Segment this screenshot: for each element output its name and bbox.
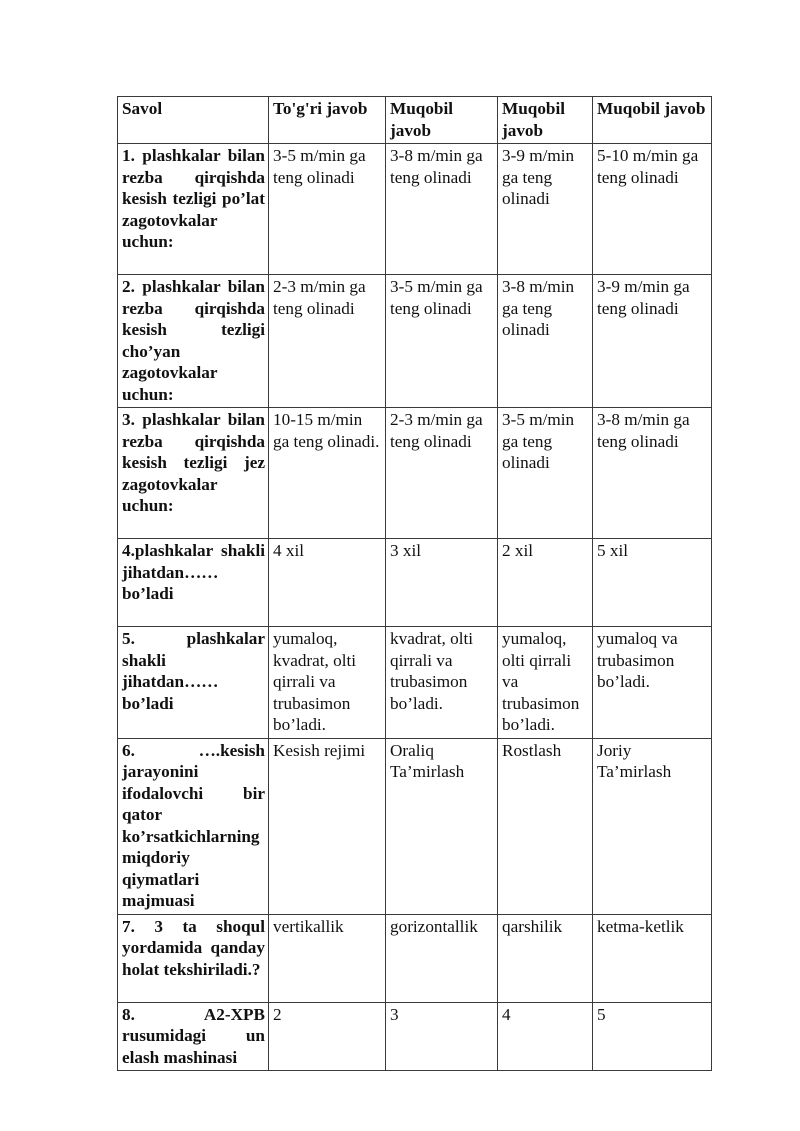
alternative-answer-cell: 3-8 m/min ga teng olinadi: [498, 275, 593, 408]
correct-answer-cell: Kesish rejimi: [269, 738, 386, 914]
question-cell: 5. plashkalar shakli jihatdan…… bo’ladi: [118, 627, 269, 739]
alternative-answer-cell: 3-8 m/min ga teng olinadi: [593, 408, 712, 539]
alternative-answer-cell: 5: [593, 1002, 712, 1071]
table-row: [118, 275, 712, 408]
alternative-answer-cell: Joriy Ta’mirlash: [593, 738, 712, 914]
alternative-answer-cell: kvadrat, olti qirrali va trubasimon bo’ladi.: [386, 627, 498, 739]
table-row: [118, 408, 712, 539]
correct-answer-cell: yumaloq, kvadrat, olti qirrali va trubasimon bo’ladi.: [269, 627, 386, 739]
alternative-answer-cell: yumaloq, olti qirrali va trubasimon bo’ladi.: [498, 627, 593, 739]
table-row: [118, 1002, 712, 1071]
correct-answer-cell: 4 xil: [269, 539, 386, 627]
correct-answer-cell: 2-3 m/min ga teng olinadi: [269, 275, 386, 408]
table-row: [118, 627, 712, 739]
alternative-answer-cell: qarshilik: [498, 914, 593, 1002]
correct-answer-cell: 3-5 m/min ga teng olinadi: [269, 144, 386, 275]
correct-answer-cell: 10-15 m/min ga teng olinadi.: [269, 408, 386, 539]
question-cell: 2. plashkalar bilan rezba qirqishda kesish tezligi cho’yan zagotovkalar uchun:: [118, 275, 269, 408]
table-row: [118, 144, 712, 275]
alternative-answer-cell: 5 xil: [593, 539, 712, 627]
alternative-answer-cell: 3-8 m/min ga teng olinadi: [386, 144, 498, 275]
question-cell: 7. 3 ta shoqul yordamida qanday holat tekshiriladi.?: [118, 914, 269, 1002]
question-cell: 4.plashkalar shakli jihatdan…… bo’ladi: [118, 539, 269, 627]
alternative-answer-cell: 2-3 m/min ga teng olinadi: [386, 408, 498, 539]
alternative-answer-cell: 3: [386, 1002, 498, 1071]
alternative-answer-cell: gorizontallik: [386, 914, 498, 1002]
header-question: Savol: [118, 97, 269, 144]
table-header-row: [118, 97, 712, 144]
header-alternative-answer: Muqobil javob: [593, 97, 712, 144]
alternative-answer-cell: 3-5 m/min ga teng olinadi: [498, 408, 593, 539]
alternative-answer-cell: Rostlash: [498, 738, 593, 914]
alternative-answer-cell: 2 xil: [498, 539, 593, 627]
quiz-table: [117, 96, 712, 1071]
question-cell: 8. A2-XPB rusumidagi un elash mashinasi: [118, 1002, 269, 1071]
alternative-answer-cell: ketma-ketlik: [593, 914, 712, 1002]
alternative-answer-cell: 3-9 m/min ga teng olinadi: [498, 144, 593, 275]
alternative-answer-cell: 3 xil: [386, 539, 498, 627]
alternative-answer-cell: 5-10 m/min ga teng olinadi: [593, 144, 712, 275]
alternative-answer-cell: 3-9 m/min ga teng olinadi: [593, 275, 712, 408]
alternative-answer-cell: 3-5 m/min ga teng olinadi: [386, 275, 498, 408]
table-row: [118, 914, 712, 1002]
question-cell: 3. plashkalar bilan rezba qirqishda kesish tezligi jez zagotovkalar uchun:: [118, 408, 269, 539]
alternative-answer-cell: 4: [498, 1002, 593, 1071]
table-row: [118, 539, 712, 627]
question-cell: 6. ….kesish jarayonini ifodalovchi bir qator ko’rsatkichlarning miqdoriy qiymatlari majmuasi: [118, 738, 269, 914]
correct-answer-cell: vertikallik: [269, 914, 386, 1002]
table-row: [118, 738, 712, 914]
alternative-answer-cell: yumaloq va trubasimon bo’ladi.: [593, 627, 712, 739]
header-correct-answer: To'g'ri javob: [269, 97, 386, 144]
alternative-answer-cell: Oraliq Ta’mirlash: [386, 738, 498, 914]
header-alternative-answer: Muqobil javob: [498, 97, 593, 144]
question-cell: 1. plashkalar bilan rezba qirqishda kesish tezligi po’lat zagotovkalar uchun:: [118, 144, 269, 275]
header-alternative-answer: Muqobil javob: [386, 97, 498, 144]
correct-answer-cell: 2: [269, 1002, 386, 1071]
